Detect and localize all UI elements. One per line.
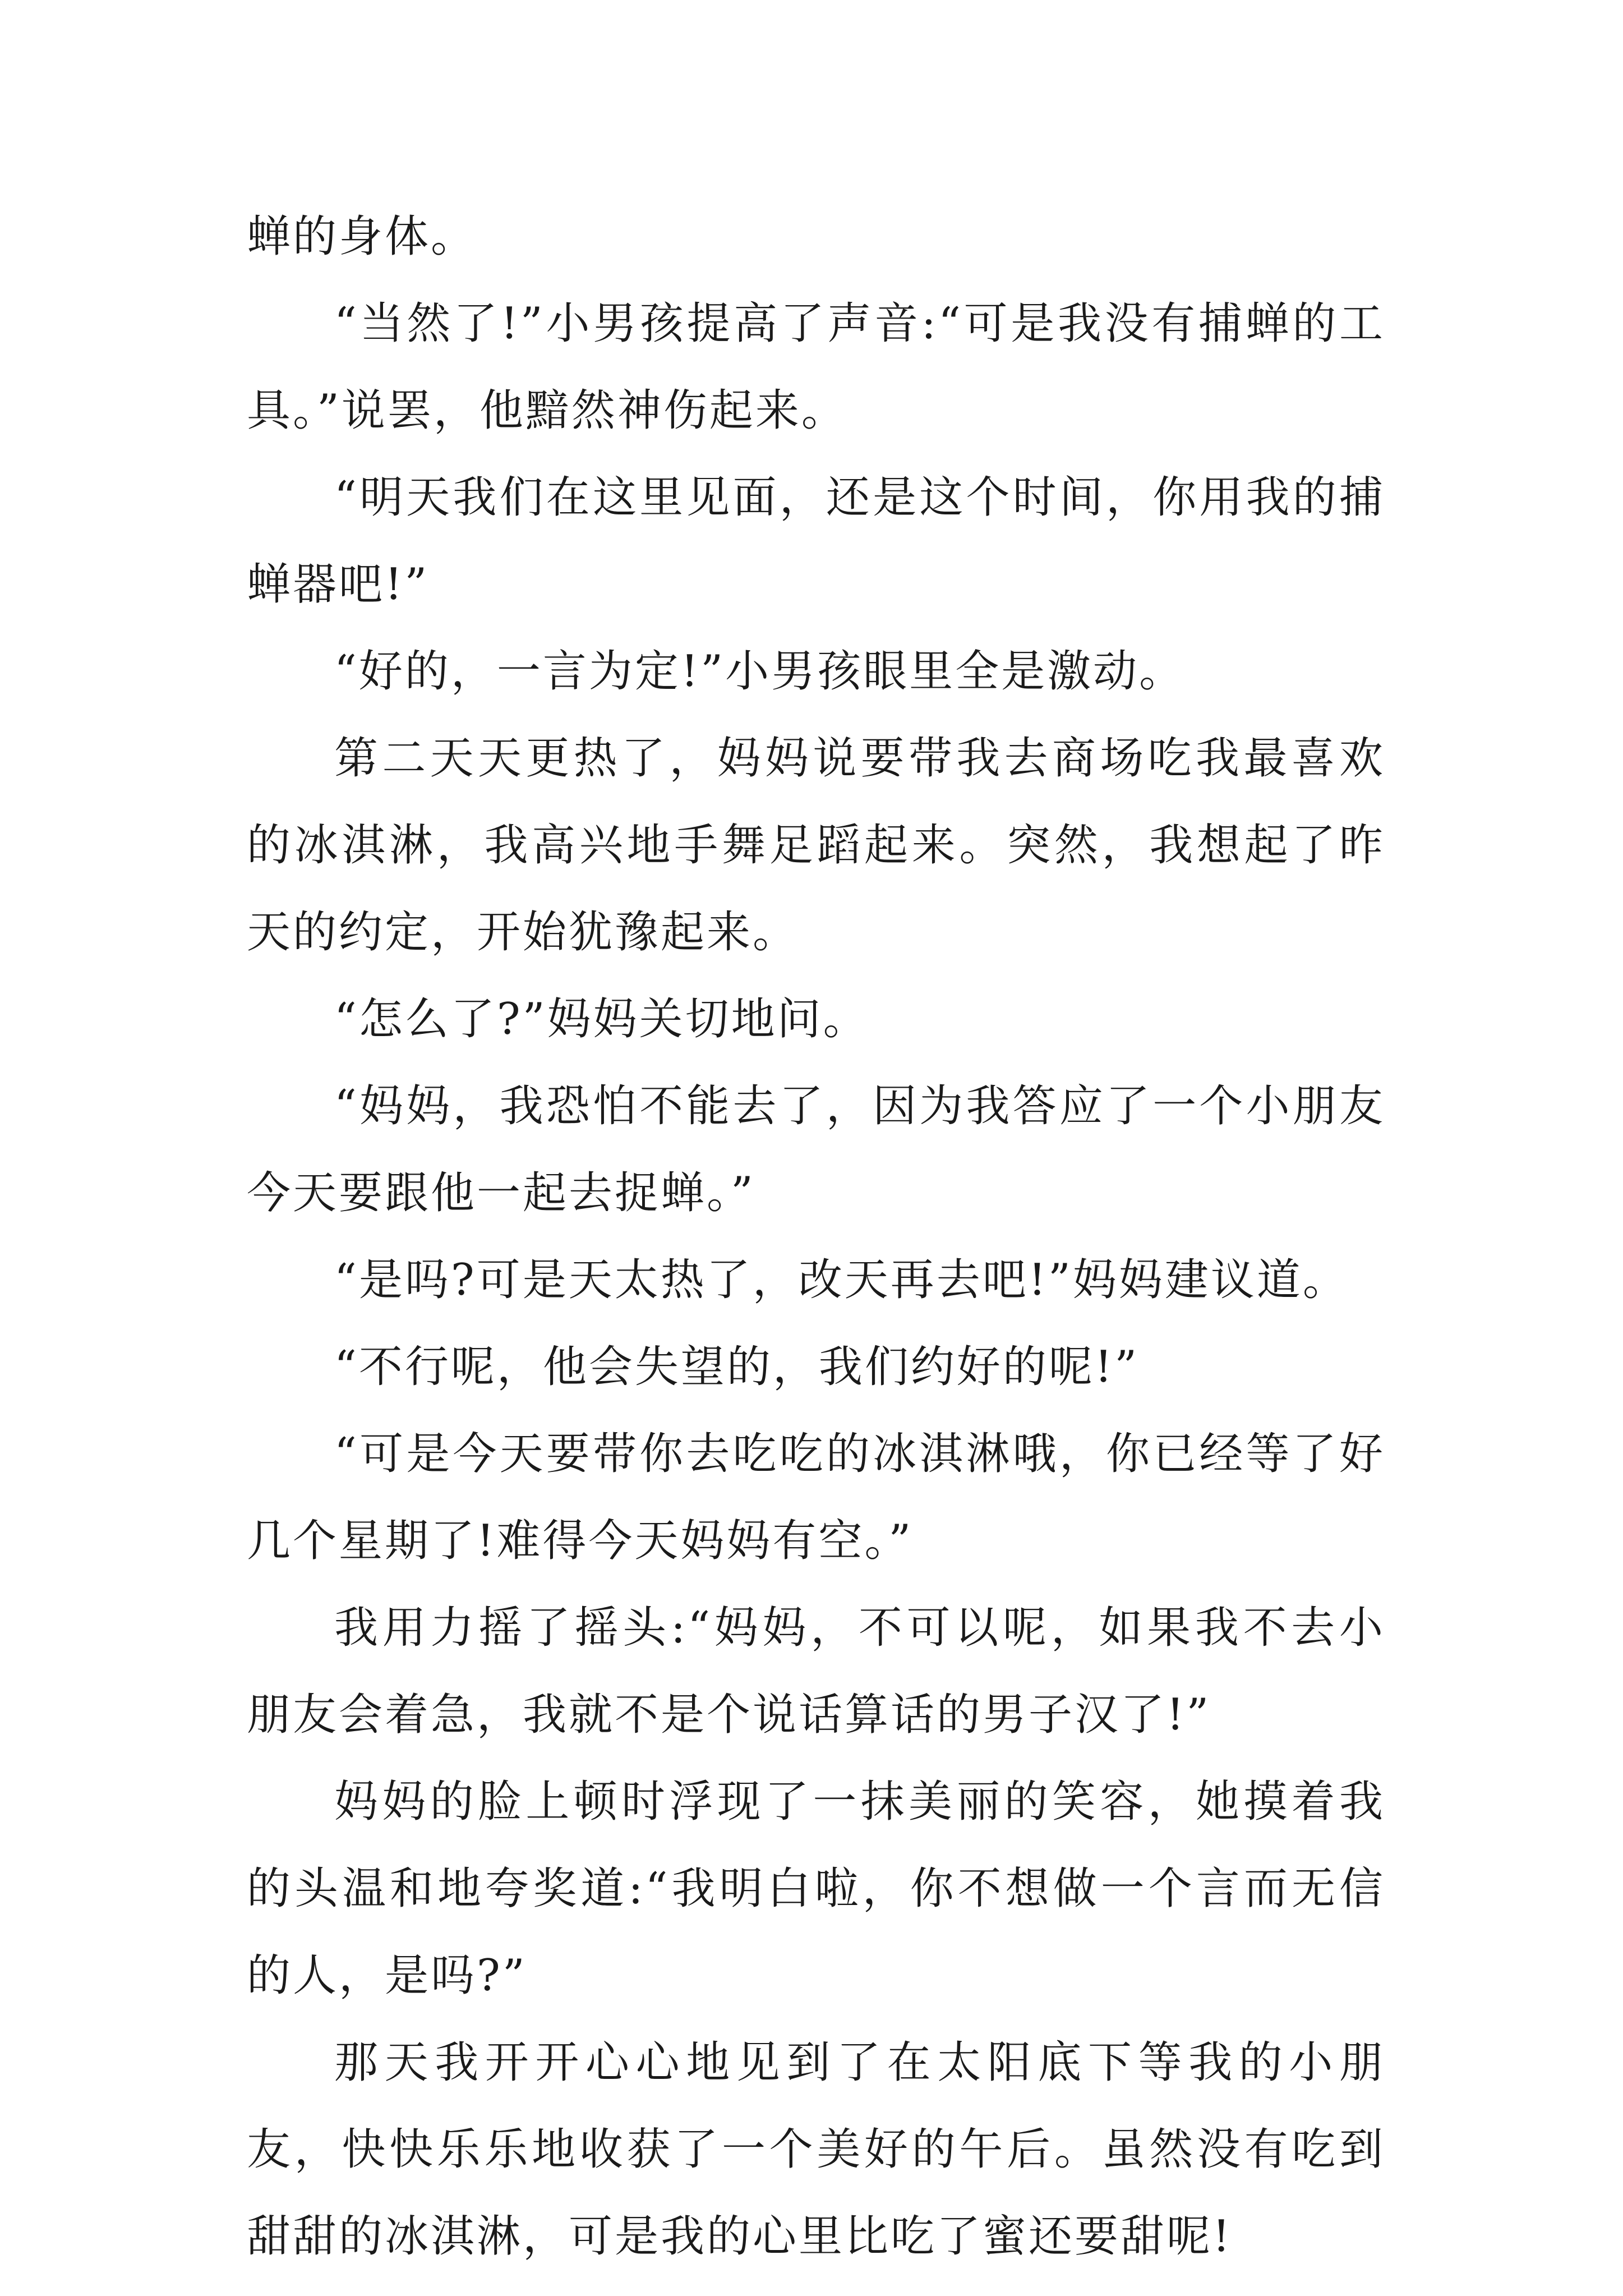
paragraph: “明天我们在这里见面，还是这个时间，你用我的捕蝉器吧!” bbox=[247, 472, 1385, 610]
paragraph: “当然了!”小男孩提高了声音:“可是我没有捕蝉的工具。”说罢，他黯然神伤起来。 bbox=[247, 298, 1385, 436]
paragraph: “可是今天要带你去吃吃的冰淇淋哦，你已经等了好几个星期了!难得今天妈妈有空。” bbox=[247, 1429, 1385, 1566]
paragraph: “是吗?可是天太热了，改天再去吧!”妈妈建议道。 bbox=[334, 1255, 1349, 1305]
paragraph: “好的，一言为定!”小男孩眼里全是激动。 bbox=[334, 646, 1186, 697]
paragraph: 第二天天更热了，妈妈说要带我去商场吃我最喜欢的冰淇淋，我高兴地手舞足蹈起来。突然，我想起了昨天的约定，开始犹豫起来。 bbox=[247, 733, 1385, 958]
paragraph: 妈妈的脸上顿时浮现了一抹美丽的笑容，她摸着我的头温和地夸奖道:“我明白啦，你不想做一个言而无信的人，是吗?” bbox=[247, 1777, 1385, 2001]
document-page bbox=[247, 194, 1385, 2280]
paragraph: “不行呢，他会失望的，我们约好的呢!” bbox=[334, 1342, 1140, 1392]
paragraph: 蝉的身体。 bbox=[247, 211, 477, 262]
paragraph: 我用力摇了摇头:“妈妈，不可以呢，如果我不去小朋友会着急，我就不是个说话算话的男子汉了!” bbox=[247, 1603, 1385, 1740]
paragraph: “怎么了?”妈妈关切地问。 bbox=[334, 994, 869, 1045]
paragraph: “妈妈，我恐怕不能去了，因为我答应了一个小朋友今天要跟他一起去捉蝉。” bbox=[247, 1081, 1385, 1218]
paragraph: 那天我开开心心地见到了在太阳底下等我的小朋友，快快乐乐地收获了一个美好的午后。虽然没有吃到甜甜的冰淇淋，可是我的心里比吃了蜜还要甜呢! bbox=[247, 2037, 1385, 2262]
